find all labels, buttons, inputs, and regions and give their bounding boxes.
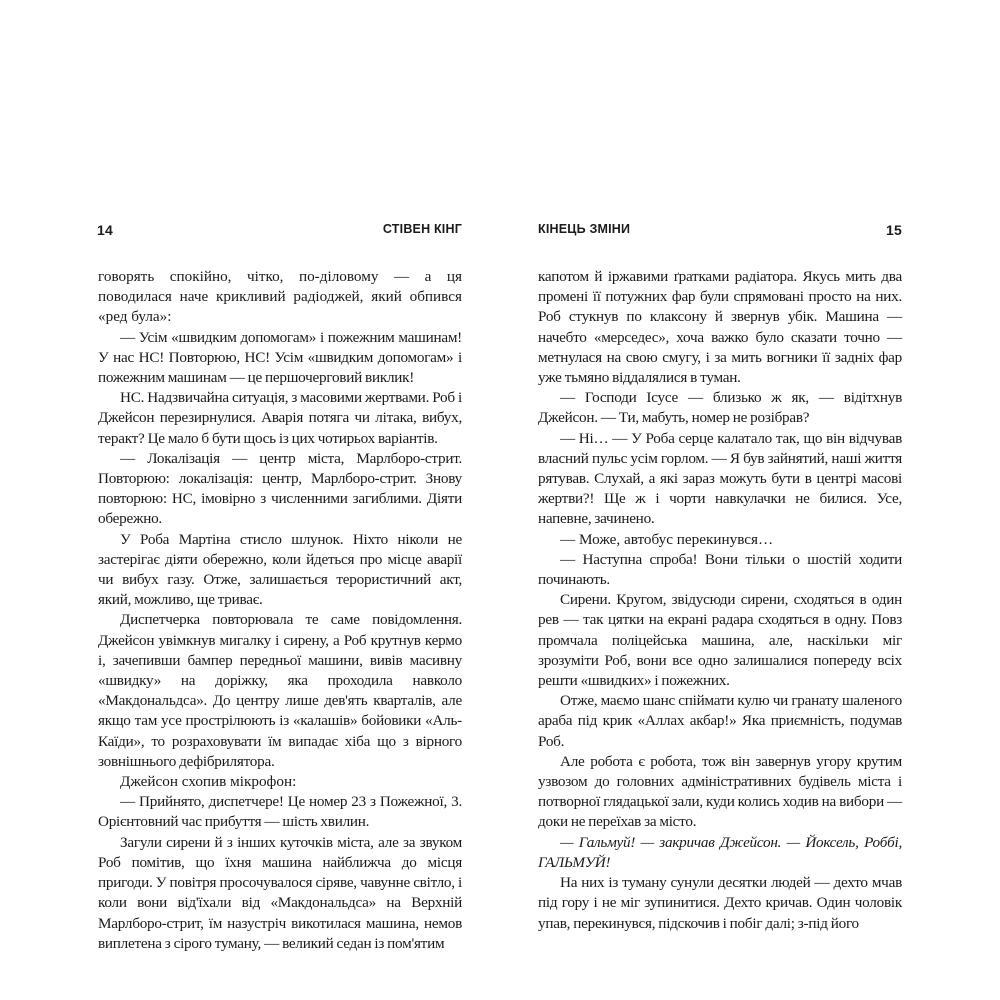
paragraph: Сирени. Кругом, звідусюди сирени, сходяться в один рев — так цятки на екрані радара сходяться в одну. Повз промчала поліцейська машина, але, наскільки міг зрозуміти Роб, вони все одно залишалися попереду всіх решти «швидких» і пожежних. — [538, 591, 902, 690]
left-page — [98, 222, 462, 954]
paragraph: — Може, автобус перекинувся… — [560, 530, 774, 548]
paragraph: Джейсон схопив мікрофон: — [120, 773, 297, 791]
right-page — [538, 222, 902, 934]
right-page-body — [538, 267, 902, 934]
paragraph: Диспетчерка повторювала те саме повідомлення. Джейсон увімкнув мигалку і сирену, а Роб крутнув кермо і, зачепивши бампер передньої машини, вивів мaсивну «швидку» на доріжку, яка проходила навколо «Макдональдса». До центру лише дев'ять кварталів, але якщо там усе прострілюють із «калашів» бойовики «Аль-Каїди», то розраховувати їм випадає хіба що з вірного зовнішнього дефібрилятора. — [98, 611, 462, 770]
left-page-header — [98, 222, 462, 244]
paragraph: — Локалізація — центр міста, Марлборо-стрит. Повторюю: локалізація: центр, Марлборо-стрит. Знову повторюю: НС, імовірно з численними загиблими. Діяти обережно. — [98, 449, 462, 528]
paragraph: У Роба Мартіна стисло шлунок. Ніхто ніколи не застерігає діяти обережно, коли йдеться про місце аварії чи вибух газу. Отже, залишається терористичний акт, який, можливо, ще триває. — [98, 530, 462, 609]
running-title-book: КІНЕЦЬ ЗМІНИ — [538, 222, 631, 236]
paragraph: капотом й іржавими ґратками радіатора. Якусь мить два промені її потужних фар були спрямовані просто на них. Роб стукнув по клаксону й звернув убік. Машина — начебто «мерседес», хоча важко було сказати точно — метнулася на свою смугу, і за мить вогники її задніх фар уже тьмяно віддалялися в туман. — [538, 268, 902, 387]
paragraph: Але робота є робота, тож він завернув угору крутим узвозом до головних адміністративних будівель міста і потворної глядацької зали, куди колись ходив на вибори — доки не переїхав за місто. — [538, 752, 902, 831]
paragraph: Загули сирени й з інших куточків міста, але за звуком Роб помітив, що їхня машина найближча до місця пригоди. У повітря просочувалося сіряве, чавунне світло, і коли вони від'їхали від «Макдональдса» на Верхній Марлборо-стрит, їм назустріч викотилася машина, немов виплетена з сірого туману, — великий седан із пом'ятим — [98, 833, 462, 952]
paragraph: — Господи Ісусе — близько ж як, — відітхнув Джейсон. — Ти, мабуть, номер не розібрав? — [538, 389, 902, 427]
page-number: 15 — [886, 222, 902, 238]
paragraph: — Гальмуй! — закричав Джейсон. — Йоксель, Роббі, ГАЛЬМУЙ! — [538, 833, 902, 871]
right-page-header — [538, 222, 902, 244]
left-page-body — [98, 267, 462, 954]
paragraph: Отже, маємо шанс спіймати кулю чи гранату шаленого араба під крик «Аллах акбар!» Яка приємність, подумав Роб. — [538, 692, 902, 750]
paragraph: На них із туману сунули десятки людей — дехто мчав під гору і не міг зупинитися. Дехто кричав. Один чоловік упав, перекинувся, підскочив і побіг далі; з-під його — [538, 874, 902, 932]
paragraph: НС. Надзвичайна ситуація, з масовими жертвами. Роб і Джейсон перезирнулися. Аварія потяга чи літака, вибух, теракт? Це мало б бути щось із цих чотирьох варіантів. — [98, 389, 462, 447]
running-title-author: СТІВЕН КІНГ — [382, 222, 462, 236]
paragraph: — Ні… — У Роба серце калатало так, що він відчував власний пульс усім горлом. — Я був зайнятий, наші життя рятував. Слухай, а які зараз можуть бути в центрі масові жертви?! Ще ж і чорти навкулачки не билися. Усе, напевне, зачинено. — [538, 429, 902, 528]
paragraph: — Усім «швидким допомогам» і пожежним машинам! У нас НС! Повторюю, НС! Усім «швидким допомогам» і пожежним машинам — це першочерговий виклик! — [98, 328, 462, 387]
paragraph: — Наступна спроба! Вони тільки о шостій ходити починають. — [538, 550, 902, 589]
paragraph: говорять спокійно, чітко, по-діловому — а ця поводилася наче крикливий радіоджей, який обпився «ред була»: — [98, 268, 462, 326]
page-number: 14 — [97, 222, 113, 238]
paragraph: — Прийнято, диспетчере! Це номер 23 з Пожежної, 3. Орієнтовний час прибуття — шість хвилин. — [98, 793, 462, 831]
